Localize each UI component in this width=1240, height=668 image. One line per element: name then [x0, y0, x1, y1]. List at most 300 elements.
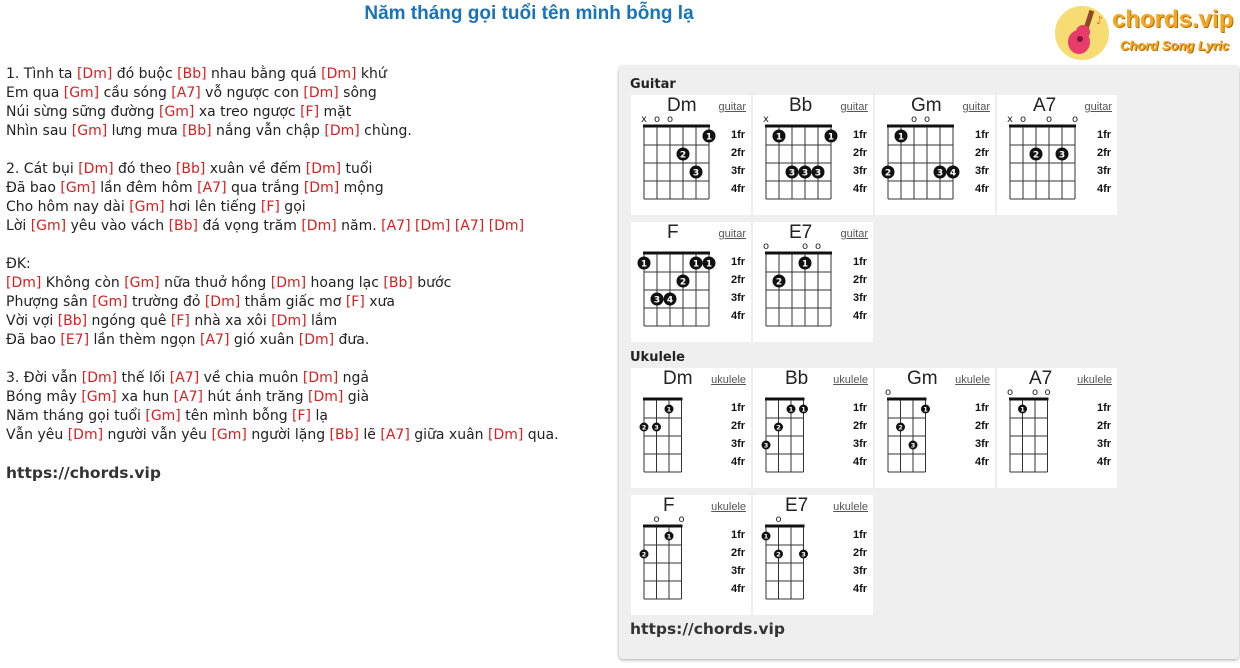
finger-dot	[665, 405, 674, 414]
ukulele-link[interactable]: ukulele	[711, 374, 746, 386]
chord-tag[interactable]: [Dm]	[76, 66, 113, 82]
open-string-marker: o	[762, 241, 770, 252]
chord-tag[interactable]: [Bb]	[383, 275, 413, 291]
finger-dot	[799, 166, 812, 179]
fret-label: 4fr	[731, 583, 746, 595]
finger-number: 2	[641, 550, 647, 559]
chord-tag[interactable]: [A7]	[171, 85, 201, 101]
chord-tag[interactable]: [Dm]	[324, 123, 360, 139]
site-link-panel[interactable]: https://chords.vip	[630, 620, 785, 638]
chord-tag[interactable]: [Dm]	[298, 332, 335, 348]
lyric-line	[6, 65, 606, 84]
chord-tag[interactable]: [Dm]	[488, 427, 524, 443]
lyric-text: lần thèm ngọn	[89, 332, 201, 348]
fret-label: 3fr	[731, 165, 746, 177]
fret-label: 3fr	[731, 292, 746, 304]
lyric-text: vỗ ngược con	[200, 85, 304, 101]
chord-name: E7	[785, 495, 809, 516]
open-string-marker: o	[814, 241, 822, 252]
lyric-text: tuổi	[341, 161, 373, 177]
finger-dot	[690, 257, 703, 270]
finger-dot	[787, 405, 796, 414]
chord-name: Gm	[907, 368, 938, 389]
lyric-text: ngả	[338, 370, 370, 386]
chord-tag[interactable]: [A7]	[381, 218, 411, 234]
fret-label: 4fr	[853, 183, 868, 195]
finger-dot	[703, 130, 716, 143]
chord-tag[interactable]: [E7]	[60, 332, 90, 348]
chord-tag[interactable]: [Gm]	[81, 389, 117, 405]
guitar-link[interactable]: guitar	[840, 101, 868, 113]
finger-number: 2	[776, 423, 781, 432]
finger-dot	[640, 423, 649, 432]
lyric-blank-line	[6, 141, 606, 160]
lyric-text: lưng mưa	[107, 123, 183, 139]
fret-label: 3fr	[731, 438, 746, 450]
fret-label: 2fr	[731, 274, 746, 286]
chord-name: F	[663, 495, 675, 516]
chord-tag[interactable]: [Dm]	[488, 218, 525, 234]
fret-label: 4fr	[731, 183, 746, 195]
chord-tag[interactable]: [F]	[260, 199, 280, 215]
finger-dot	[799, 257, 812, 270]
guitar-chord-card-dm[interactable]	[631, 95, 751, 215]
lyric-text: đó buộc	[112, 66, 178, 82]
finger-number: 1	[801, 405, 806, 414]
fret-label: 2fr	[853, 147, 868, 159]
chord-tag[interactable]: [F]	[300, 104, 320, 120]
finger-dot	[896, 423, 905, 432]
lyric-text: Không còn	[41, 275, 125, 291]
chord-tag[interactable]: [Gm]	[158, 104, 195, 120]
open-string-marker: o	[775, 514, 782, 525]
fret-label: 2fr	[853, 547, 868, 559]
finger-dot	[677, 275, 690, 288]
chord-tag[interactable]: [A7]	[454, 218, 485, 234]
lyric-text: Đã bao	[6, 332, 61, 348]
lyric-text: sông	[338, 85, 377, 101]
finger-dot	[651, 293, 664, 306]
lyric-text: Cho hôm nay dài	[6, 199, 130, 215]
finger-number: 2	[775, 277, 783, 288]
lyric-text: xưa	[364, 294, 395, 310]
ukulele-section-title: Ukulele	[630, 350, 686, 365]
finger-dot	[895, 130, 908, 143]
finger-dot	[762, 532, 771, 541]
fret-label: 3fr	[1097, 165, 1112, 177]
finger-dot	[812, 166, 825, 179]
finger-dot	[921, 405, 930, 414]
guitar-chord-card-bb[interactable]	[753, 95, 873, 215]
fret-label: 2fr	[731, 420, 746, 432]
guitar-chord-card-gm[interactable]	[875, 95, 995, 215]
finger-number: 3	[801, 168, 809, 179]
lyric-line	[6, 217, 606, 236]
finger-number: 1	[763, 532, 769, 541]
fret-label: 1fr	[731, 402, 746, 414]
site-link-left[interactable]: https://chords.vip	[6, 464, 161, 482]
lyric-text: yêu vào vách	[66, 218, 169, 234]
open-string-marker: o	[666, 114, 674, 125]
fret-label: 3fr	[1097, 438, 1112, 450]
lyric-text: hơi lên tiếng	[164, 199, 261, 215]
finger-number: 1	[923, 405, 928, 414]
fret-label: 3fr	[731, 565, 746, 577]
chord-tag[interactable]: [Bb]	[182, 123, 212, 139]
finger-number: 1	[705, 259, 713, 270]
lyric-text: đó theo	[113, 161, 176, 177]
lyric-text: lạ	[311, 408, 328, 424]
lyric-text: Núi sừng sững đường	[6, 104, 159, 120]
chord-tag[interactable]: [Dm]	[6, 275, 42, 291]
lyric-text: Bóng mây	[6, 389, 82, 405]
chord-tag[interactable]: [Dm]	[302, 370, 339, 386]
finger-dot	[1018, 405, 1027, 414]
finger-number: 2	[884, 168, 892, 179]
finger-number: 2	[641, 423, 647, 432]
chord-tag[interactable]: [Dm]	[303, 85, 339, 101]
open-string-marker: o	[653, 514, 660, 525]
ukulele-chord-card-dm[interactable]	[631, 368, 751, 488]
chord-tag[interactable]: [Dm]	[67, 427, 104, 443]
chord-tag[interactable]: [A7]	[197, 180, 227, 196]
ukulele-link[interactable]: ukulele	[1077, 374, 1112, 386]
fret-label: 4fr	[975, 456, 990, 468]
chord-name: A7	[1029, 368, 1053, 389]
fret-label: 3fr	[853, 438, 868, 450]
chord-tag[interactable]: [Gm]	[63, 85, 100, 101]
lyric-text: gió xuân	[229, 332, 299, 348]
lyric-text: qua.	[523, 427, 559, 443]
ukulele-chord-card-gm[interactable]	[875, 368, 995, 488]
lyric-text: thắm giấc mơ	[240, 294, 346, 310]
chord-tag[interactable]: [F]	[345, 294, 365, 310]
lyric-text: 2. Cát bụi	[6, 161, 79, 177]
lyric-text: Vẫn yêu	[6, 427, 68, 443]
finger-number: 2	[898, 423, 903, 432]
chord-name: Gm	[911, 95, 942, 116]
lyric-text: Em qua	[6, 85, 64, 101]
ukulele-link[interactable]: ukulele	[833, 374, 868, 386]
fret-label: 4fr	[731, 310, 746, 322]
lyric-text: xa hun	[116, 389, 174, 405]
lyric-line	[6, 274, 606, 293]
finger-number: 2	[776, 550, 781, 559]
lyric-line	[6, 426, 606, 445]
fret-label: 3fr	[853, 165, 868, 177]
lyric-text: Lời	[6, 218, 31, 234]
chord-name: Bb	[785, 368, 809, 389]
muted-string-marker: x	[641, 114, 647, 125]
finger-number: 3	[788, 168, 796, 179]
fret-label: 2fr	[731, 147, 746, 159]
lyric-text: Phượng sân	[6, 294, 93, 310]
ukulele-chord-card-a7[interactable]	[997, 368, 1117, 488]
finger-dot	[664, 293, 677, 306]
finger-dot	[640, 550, 649, 559]
chord-tag[interactable]: [A7]	[200, 332, 230, 348]
lyric-text: nhà xa xôi	[189, 313, 272, 329]
chord-tag[interactable]: [Gm]	[30, 218, 67, 234]
fret-label: 1fr	[853, 529, 868, 541]
lyric-text: nắng vẫn chập	[211, 123, 325, 139]
finger-dot	[690, 166, 703, 179]
lyric-text: đưa.	[334, 332, 370, 348]
finger-number: 1	[897, 132, 905, 143]
fret-label: 4fr	[853, 310, 868, 322]
fret-label: 2fr	[853, 420, 868, 432]
ukulele-link[interactable]: ukulele	[711, 501, 746, 513]
finger-number: 3	[1058, 150, 1066, 161]
open-string-marker: o	[1071, 114, 1079, 125]
chord-tag[interactable]: [Dm]	[307, 389, 344, 405]
lyric-text: già	[343, 389, 370, 405]
lyric-text: Đã bao	[6, 180, 61, 196]
chord-tag[interactable]: [Gm]	[211, 427, 247, 443]
guitar-icon	[1052, 2, 1116, 62]
finger-number: 1	[705, 132, 713, 143]
finger-number: 3	[653, 295, 661, 306]
chord-tag[interactable]: [Dm]	[271, 313, 307, 329]
fret-label: 1fr	[975, 129, 990, 141]
lyric-text: tên mình bỗng	[180, 408, 293, 424]
finger-dot	[1056, 148, 1069, 161]
finger-number: 3	[814, 168, 822, 179]
chord-name: Dm	[667, 95, 697, 116]
fret-label: 4fr	[1097, 456, 1112, 468]
chord-tag[interactable]: [Gm]	[124, 275, 160, 291]
fret-label: 4fr	[853, 456, 868, 468]
ukulele-chord-card-bb[interactable]	[753, 368, 873, 488]
lyric-text: năm.	[336, 218, 382, 234]
finger-number: 3	[936, 168, 944, 179]
svg-text:♪: ♪	[1096, 14, 1104, 27]
lyric-text: nhau bằng quá	[206, 66, 322, 82]
lyric-line	[6, 198, 606, 217]
lyric-text: Năm tháng gọi tuổi	[6, 408, 146, 424]
lyric-text: về chia muôn	[199, 370, 303, 386]
lyric-text: mộng	[339, 180, 384, 196]
fret-label: 4fr	[1097, 183, 1112, 195]
lyric-text: Vời vợi	[6, 313, 58, 329]
finger-number: 2	[679, 150, 687, 161]
lyric-text: ĐK:	[6, 256, 31, 272]
lyric-text: 3. Đời vẫn	[6, 370, 82, 386]
finger-number: 1	[666, 532, 672, 541]
lyric-text: nữa thuở hồng	[159, 275, 271, 291]
chord-tag[interactable]: [Dm]	[415, 218, 451, 234]
finger-dot	[773, 275, 786, 288]
finger-number: 3	[692, 168, 700, 179]
fret-label: 1fr	[853, 129, 868, 141]
fret-label: 2fr	[853, 274, 868, 286]
finger-dot	[762, 441, 771, 450]
chord-tag[interactable]: [Bb]	[329, 427, 359, 443]
finger-number: 2	[1032, 150, 1040, 161]
finger-number: 4	[949, 168, 957, 179]
lyric-blank-line	[6, 236, 606, 255]
finger-dot	[799, 550, 808, 559]
guitar-link[interactable]: guitar	[840, 228, 868, 240]
open-string-marker: o	[1006, 387, 1014, 398]
fret-label: 2fr	[975, 147, 990, 159]
lyric-text: 1. Tình ta	[6, 66, 77, 82]
open-string-marker: o	[923, 114, 931, 125]
guitar-link[interactable]: guitar	[718, 101, 746, 113]
lyric-line	[6, 369, 606, 388]
chord-tag[interactable]: [Gm]	[145, 408, 181, 424]
lyric-line	[6, 103, 606, 122]
finger-number: 1	[1020, 405, 1025, 414]
lyric-text: thế lối	[117, 370, 170, 386]
lyric-text: qua trắng	[226, 180, 304, 196]
lyric-text: Nhìn sau	[6, 123, 72, 139]
lyric-text: cầu sóng	[99, 85, 172, 101]
chord-panel	[619, 66, 1239, 659]
guitar-chord-card-e7[interactable]	[753, 222, 873, 342]
finger-number: 1	[666, 405, 672, 414]
chord-name: A7	[1033, 95, 1057, 116]
fret-label: 3fr	[975, 438, 990, 450]
chord-tag[interactable]: [Dm]	[301, 218, 337, 234]
finger-number: 1	[788, 405, 794, 414]
finger-number: 1	[775, 132, 783, 143]
open-string-marker: o	[1019, 114, 1027, 125]
finger-dot	[774, 423, 783, 432]
chord-tag[interactable]: [Dm]	[305, 161, 342, 177]
finger-dot	[799, 405, 808, 414]
open-string-marker: o	[678, 514, 685, 525]
ukulele-link[interactable]: ukulele	[833, 501, 868, 513]
lyric-text: giữa xuân	[409, 427, 488, 443]
ukulele-chord-card-f[interactable]	[631, 495, 751, 615]
fret-label: 1fr	[731, 129, 746, 141]
lyric-text: khứ	[356, 66, 387, 82]
chord-tag[interactable]: [A7]	[173, 389, 204, 405]
lyric-line	[6, 293, 606, 312]
chord-tag[interactable]: [Gm]	[71, 123, 108, 139]
finger-number: 1	[827, 132, 835, 143]
chord-tag[interactable]: [Gm]	[129, 199, 165, 215]
fret-label: 3fr	[853, 292, 868, 304]
chord-name: Bb	[789, 95, 813, 116]
open-string-marker: o	[1045, 114, 1053, 125]
chord-tag[interactable]: [Dm]	[81, 370, 118, 386]
chord-tag[interactable]: [Gm]	[60, 180, 96, 196]
lyric-text: lắm	[306, 313, 338, 329]
open-string-marker: o	[910, 114, 918, 125]
chord-name: Dm	[663, 368, 693, 389]
lyric-text: lẽ	[358, 427, 381, 443]
lyric-line	[6, 84, 606, 103]
guitar-chord-card-a7[interactable]	[997, 95, 1117, 215]
finger-dot	[934, 166, 947, 179]
lyric-text: trường đỏ	[127, 294, 205, 310]
finger-dot	[825, 130, 838, 143]
finger-dot	[773, 130, 786, 143]
chord-tag[interactable]: [Bb]	[57, 313, 88, 329]
lyric-text: xa treo ngược	[194, 104, 301, 120]
finger-dot	[677, 148, 690, 161]
lyric-text: gọi	[279, 199, 306, 215]
fret-label: 4fr	[975, 183, 990, 195]
lyric-line	[6, 388, 606, 407]
guitar-link[interactable]: guitar	[1084, 101, 1112, 113]
chord-tag[interactable]: [Dm]	[303, 180, 340, 196]
lyric-text: người vẫn yêu	[103, 427, 212, 443]
open-string-marker: o	[1031, 387, 1039, 398]
muted-string-marker: x	[763, 114, 769, 125]
chord-tag[interactable]: [Dm]	[78, 161, 114, 177]
chord-tag[interactable]: [Bb]	[168, 218, 198, 234]
guitar-chord-card-f[interactable]	[631, 222, 751, 342]
ukulele-chord-card-e7[interactable]	[753, 495, 873, 615]
chord-tag[interactable]: [A7]	[380, 427, 410, 443]
fret-label: 3fr	[853, 565, 868, 577]
lyric-line	[6, 407, 606, 426]
open-string-marker: o	[801, 241, 809, 252]
guitar-link[interactable]: guitar	[962, 101, 990, 113]
chord-tag[interactable]: [Bb]	[175, 161, 206, 177]
lyric-text: lần đêm hôm	[95, 180, 198, 196]
chord-tag[interactable]: [Gm]	[92, 294, 128, 310]
ukulele-link[interactable]: ukulele	[955, 374, 990, 386]
lyric-line	[6, 122, 606, 141]
open-string-marker: o	[1044, 387, 1051, 398]
lyric-text: ngóng quê	[87, 313, 171, 329]
fret-label: 1fr	[1097, 129, 1112, 141]
finger-dot	[703, 257, 716, 270]
lyrics-block	[6, 65, 606, 445]
lyric-text: bước	[412, 275, 452, 291]
lyric-line	[6, 255, 606, 274]
finger-dot	[774, 550, 783, 559]
lyric-text: hút ánh trăng	[203, 389, 308, 405]
lyric-text: người lặng	[246, 427, 330, 443]
chord-tag[interactable]: [Dm]	[321, 66, 357, 82]
finger-dot	[909, 441, 918, 450]
finger-dot	[665, 532, 674, 541]
chord-name: E7	[789, 222, 813, 243]
fret-label: 2fr	[975, 420, 990, 432]
lyric-line	[6, 312, 606, 331]
chord-tag[interactable]: [F]	[292, 408, 312, 424]
fret-label: 2fr	[731, 547, 746, 559]
fret-label: 4fr	[853, 583, 868, 595]
lyric-text: đá vọng trăm	[198, 218, 302, 234]
chord-tag[interactable]: [Dm]	[270, 275, 307, 291]
lyric-blank-line	[6, 350, 606, 369]
fret-label: 2fr	[1097, 420, 1112, 432]
fret-label: 1fr	[853, 256, 868, 268]
chord-tag[interactable]: [F]	[170, 313, 190, 329]
finger-dot	[1030, 148, 1043, 161]
fret-label: 1fr	[1097, 402, 1112, 414]
chord-tag[interactable]: [A7]	[169, 370, 200, 386]
finger-number: 3	[654, 423, 659, 432]
fret-label: 1fr	[731, 529, 746, 541]
site-logo[interactable]	[1052, 2, 1240, 62]
guitar-link[interactable]: guitar	[718, 228, 746, 240]
logo-tagline: Chord Song Lyric	[1120, 38, 1230, 53]
finger-number: 3	[763, 441, 769, 450]
finger-number: 1	[692, 259, 700, 270]
chord-name: F	[667, 222, 679, 243]
chord-tag[interactable]: [Dm]	[204, 294, 241, 310]
chord-tag[interactable]: [Bb]	[177, 66, 207, 82]
muted-string-marker: x	[1007, 114, 1013, 125]
fret-label: 1fr	[975, 402, 990, 414]
